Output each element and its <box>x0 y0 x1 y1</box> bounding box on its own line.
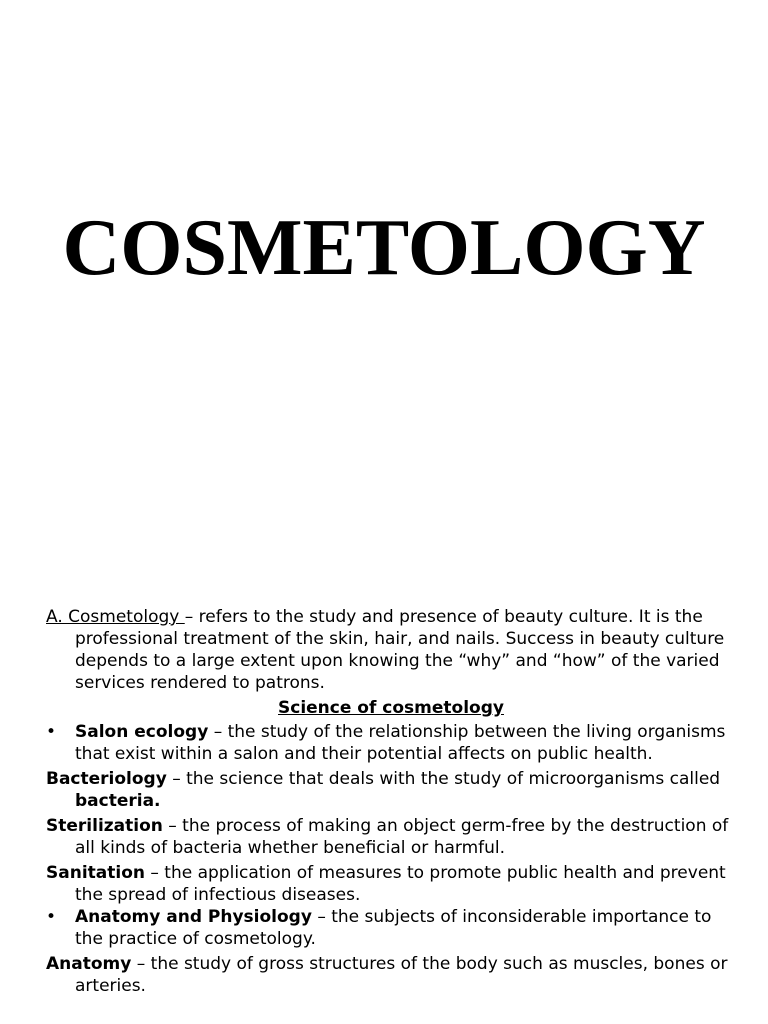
entry-text: – the science that deals with the study of microorganisms called <box>166 769 721 789</box>
bullet-icon: • <box>46 722 57 742</box>
entry-anatomy <box>46 953 736 997</box>
entry-sterilization <box>46 815 736 859</box>
entry-text: – the process of making an object germ-free by the destruction of all kinds of bacteria whether beneficial or harmful. <box>75 816 729 858</box>
entry-text: – the application of measures to promote public health and prevent the spread of infectious diseases. <box>75 863 726 905</box>
entry-term: Salon ecology <box>75 722 209 742</box>
entry-text: – the study of the relationship between the living organisms that exist within a salon and their potential affects on public health. <box>75 722 726 764</box>
entry-term: Sterilization <box>46 816 163 836</box>
entry-text: – the study of gross structures of the body such as muscles, bones or arteries. <box>75 954 728 996</box>
section-heading: Science of cosmetology <box>278 698 504 718</box>
document-body <box>46 606 736 997</box>
entry-anatomy-physiology <box>46 906 736 950</box>
intro-paragraph <box>46 606 736 694</box>
document-title: COSMETOLOGY <box>62 204 706 292</box>
entry-term: Bacteriology <box>46 769 167 789</box>
entry-term: Anatomy and Physiology <box>75 907 312 927</box>
intro-label: A. Cosmetology <box>46 607 185 627</box>
intro-text: – refers to the study and presence of beauty culture. It is the professional treatment of the skin, hair, and nails. Success in beauty culture depends to a large extent upon knowing the “why” and “how” of the varied services rendered to patrons. <box>75 607 725 693</box>
bullet-icon: • <box>46 907 57 927</box>
entry-bacteriology <box>46 768 736 812</box>
entry-text: – the subjects of inconsiderable importance to the practice of cosmetology. <box>75 907 712 949</box>
entry-salon-ecology <box>46 721 736 765</box>
entry-emphasis: bacteria. <box>75 791 161 811</box>
entry-term: Sanitation <box>46 863 145 883</box>
entry-sanitation <box>46 862 736 906</box>
entry-term: Anatomy <box>46 954 132 974</box>
